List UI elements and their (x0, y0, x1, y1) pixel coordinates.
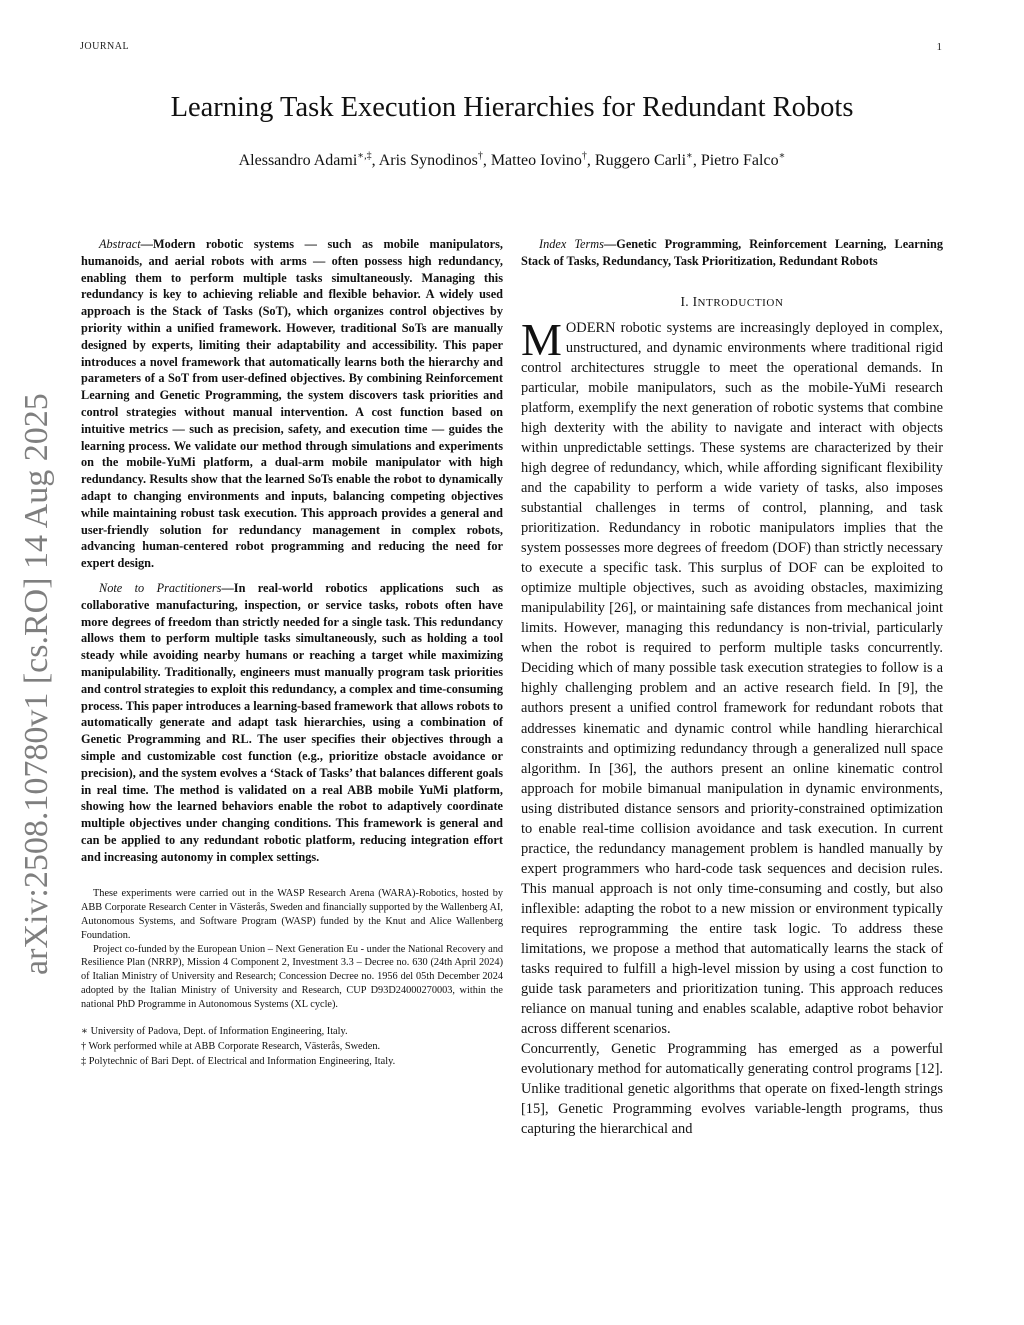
funding-note-2: Project co-funded by the European Union – Next Generation Eu - under the National Recovery and Resilience Plan (NRRP), Mission 4 Component 2, Investment 3.3 – Decree no. 630 (24th April 2024) of Italian Ministry of University and Research; Concession Decree no. 1956 del 05th December 2024 adopted by the Italian Ministry of University and Research, CUP D93D24000270003, within the national PhD Programme in Autonomous Systems (XL cycle). (81, 943, 503, 1010)
author-separator: , (586, 152, 595, 169)
index-terms-text: Genetic Programming, Reinforcement Learning, Learning Stack of Tasks, Redundancy, Task Prioritization, Redundant Robots (521, 237, 943, 268)
note-to-practitioners (81, 580, 503, 866)
author-separator: , (371, 152, 379, 169)
author-mark: ∗,‡ (357, 150, 372, 162)
note-label: Note to Practitioners— (99, 580, 234, 595)
page-number: 1 (936, 41, 942, 53)
paper-title: Learning Task Execution Hierarchies for Redundant Robots (170, 92, 854, 123)
affiliation: † Work performed while at ABB Corporate Research, Västerås, Sweden. (81, 1040, 381, 1052)
arxiv-stamp: arXiv:2508.10780v1 [cs.RO] 14 Aug 2025 (18, 393, 55, 975)
section-heading-introduction: I. INTRODUCTION (680, 293, 784, 309)
author-mark: † (477, 150, 483, 162)
affiliation: ‡ Polytechnic of Bari Dept. of Electrical and Information Engineering, Italy. (81, 1055, 396, 1067)
abstract-label: Abstract— (99, 237, 153, 251)
drop-cap: M (521, 313, 562, 365)
intro-paragraph-2: Concurrently, Genetic Programming has emerged as a powerful evolutionary method for automatically generating control programs [12]. Unlike traditional genetic algorithms that operate on fixed-length strings [15], Genetic Programming evolves variable-length programs, thus capturing the hierarchical and (521, 1041, 943, 1138)
author-separator: , (692, 152, 701, 169)
running-header-journal: JOURNAL (80, 41, 130, 52)
author: Pietro Falco (700, 152, 779, 169)
affiliation: ∗ University of Padova, Dept. of Information Engineering, Italy. (81, 1025, 348, 1037)
author-mark: † (581, 150, 587, 162)
note-text: In real-world robotics applications such as collaborative manufacturing, inspection, or service tasks, robots often have more degrees of freedom than strictly needed for a single task. This redundancy allows them to perform multiple tasks simultaneously, such as holding a tool steady while avoiding nearby humans or reaching a target while maximizing manipulability. Traditionally, engineers must manually program task priorities and control strategies to exploit this redundancy, a complex and time-consuming process. This paper introduces a learning-based framework that allows robots to automatically generate and adapt task hierarchies, using a combination of Genetic Programming and RL. The user specifies their objectives through a simple and customizable cost function (e.g., prioritize obstacle avoidance or precision), and the system evolves a ‘Stack of Tasks’ that balances different goals in real time. The method is validated on a real ABB mobile YuMi platform, showing how the learned behaviors enable the robot to adaptively coordinate multiple objectives under changing conditions. This framework is general and can be applied to any redundant robotic platform, reducing integration effort and increasing autonomy in complex settings. (81, 580, 504, 864)
author: Aris Synodinos (378, 152, 478, 169)
author: Alessandro Adami (238, 152, 358, 169)
abstract-text: Modern robotic systems — such as mobile manipulators, humanoids, and aerial robots with arms — often possess high redundancy, enabling them to perform multiple tasks simultaneously. Managing this redundancy is key to achieving reliable and flexible behavior. A widely used approach is the Stack of Tasks (SoT), which organizes control objectives by priority within a unified framework. However, traditional SoTs are manually designed by experts, limiting their adaptability and accessibility. This paper introduces a novel framework that automatically learns both the hierarchy and parameters of a SoT from user-defined objectives. By combining Reinforcement Learning and Genetic Programming, the system discovers task priorities and control strategies without manual intervention. A cost function based on intuitive metrics — such as precision, safety, and execution time — guides the learning process. We validate our method through simulations and experiments on the mobile-YuMi platform, a dual-arm mobile manipulator with high redundancy. Results show that the learned SoTs enable the robot to dynamically adapt to changing environments and inputs, balancing competing objectives while maintaining robust task execution. This approach provides a general and user-friendly solution for redundancy management in complex robots, advancing human-centered robot programming and reducing the need for expert design. (81, 237, 503, 571)
drop-cap-rest: ODERN (565, 319, 616, 336)
abstract (81, 236, 503, 572)
left-column (81, 236, 503, 1069)
index-terms-label: Index Terms— (539, 237, 617, 251)
author-list (60, 152, 964, 170)
author-mark: ∗ (686, 150, 693, 162)
funding-footnotes (81, 887, 503, 1011)
index-terms (521, 236, 943, 270)
author: Matteo Iovino (490, 152, 582, 169)
author: Ruggero Carli (594, 152, 687, 169)
author-separator: , (482, 152, 491, 169)
author-mark: ∗ (778, 150, 786, 162)
affiliation-footnotes (81, 1024, 503, 1069)
funding-note-1: These experiments were carried out in the WASP Research Arena (WARA)-Robotics, hosted by ABB Corporate Research Center in Västerås, Sweden and financially supported by the Wallenberg AI, Autonomous Systems, and Software Program (WASP) funded by the Knut and Alice Wallenberg Foundation. (81, 888, 503, 941)
right-column (521, 236, 943, 1140)
intro-paragraph-1: MODERN robotic systems are increasingly deployed in complex, unstructured, and dynamic environments where traditional rigid control architectures struggle to meet the operational demands. In particular, mobile manipulators, such as the mobile-YuMi research platform, exemplify the next generation of robotic systems that combine high dexterity with the ability to navigate and interact with objects within unpredictable settings. These systems are characterized by their high degree of redundancy, which, while affording significant flexibility and the capability to perform a wide variety of tasks, also imposes substantial challenges in terms of control, planning, and task prioritization. Redundancy in robotic manipulators implies that the system possesses more degrees of freedom (DOF) than strictly necessary to execute a specific task. This surplus of DOF can be exploited to optimize multiple objectives, such as avoiding obstacles, maximizing manipulability [26], or maintaining safe distances from mechanical joint limits. However, managing this redundancy is non-trivial, particularly when the robot is required to perform multiple tasks concurrently. Deciding which of many possible task execution strategies to follow is a highly challenging problem and an active research field. In [9], the authors present a unified control framework for redundant robots that addresses kinematic and dynamic control while handling hierarchical constraints and optimizing redundancy through a generalized null space algorithm. In [36], the authors present an online kinematic control approach for mobile bimanual manipulation in dynamic environments, using distributed distance sensors and priority-constrained optimization to enable real-time collision avoidance and task execution. In current practice, the redundancy management problem is handled manually by expert programmers who hard-code task sequences and decision rules. This manual approach is not only time-consuming and costly, but also inflexible: adapting the robot to a new mission or environment typically requires reprogramming the entire task logic. To address these limitations, we propose a method that automatically learns the stack of tasks required to fulfill a high-level mission by using a cost function to guide task parameters and prioritization tuning. This approach reduces reliance on manual tuning and enables scalable, adaptive robot behavior across different scenarios. (521, 313, 943, 1038)
